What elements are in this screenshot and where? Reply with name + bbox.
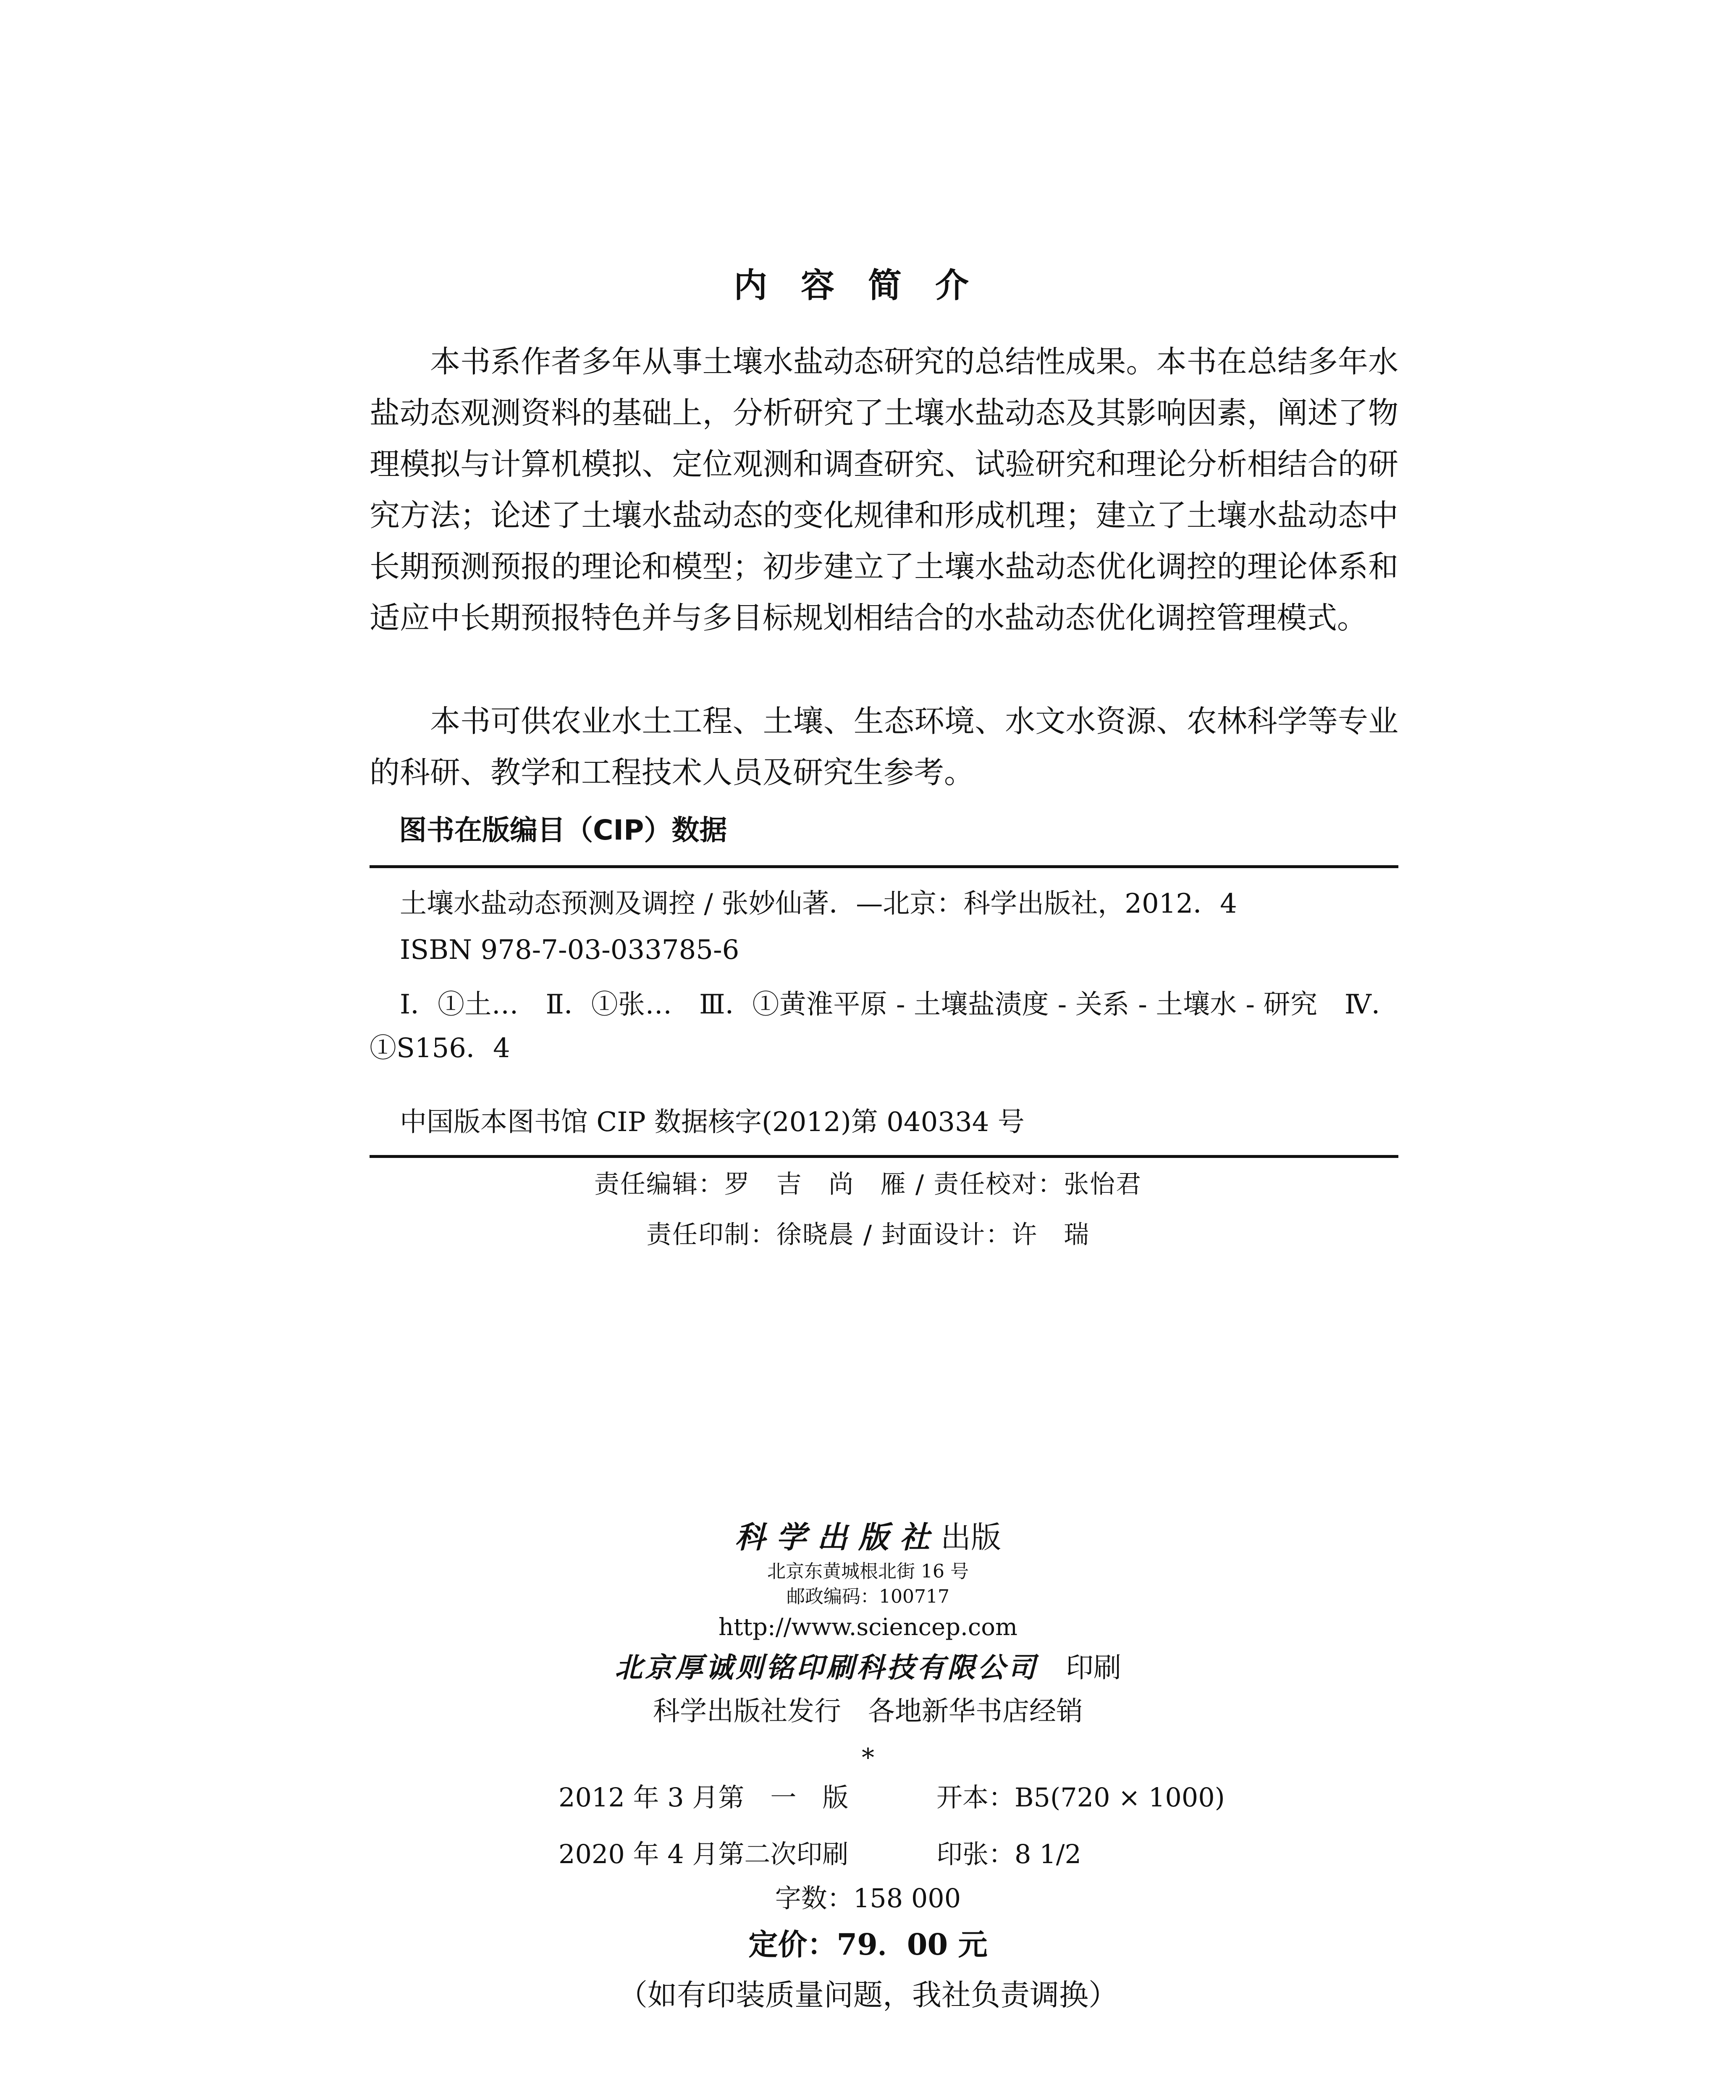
cip-title-line: 土壤水盐动态预测及调控 / 张妙仙著．—北京：科学出版社，2012．4 (400, 888, 1237, 919)
publisher-url: http://www.sciencep.com (718, 1614, 1018, 1641)
cip-bottom-rule (370, 1155, 1398, 1158)
separator-asterisk: * (862, 1743, 874, 1772)
quality-notice: （如有印装质量问题，我社负责调换） (618, 1978, 1118, 2012)
production-credits: 责任印制：徐晓晨 / 封面设计：许 瑞 (646, 1220, 1090, 1250)
cip-heading: 图书在版编目（CIP）数据 (399, 814, 727, 846)
cip-isbn-line: ISBN 978-7-03-033785-6 (400, 934, 740, 966)
cip-classification-line: Ⅰ．①土… Ⅱ．①张… Ⅲ．①黄淮平原 - 土壤盐渍度 - 关系 - 土壤水 - 研究 Ⅳ．①S156．4 (370, 989, 1398, 1064)
book-format: 开本：B5(720 × 1000) (936, 1782, 1225, 1813)
page-title: 内容简介 (734, 266, 1002, 305)
printed-sheets: 印张：8 1/2 (936, 1839, 1081, 1869)
publisher-name: 科学出版社 (734, 1519, 941, 1555)
intro-paragraph-1: 本书系作者多年从事土壤水盐动态研究的总结性成果。本书在总结多年水盐动态观测资料的基础上，分析研究了土壤水盐动态及其影响因素，阐述了物理模拟与计算机模拟、定位观测和调查研究、试验研究和理论分析相结合的研究方法；论述了土壤水盐动态的变化规律和形成机理；建立了土壤水盐动态中长期预测预报的理论和模型；初步建立了土壤水盐动态优化调控的理论体系和适应中长期预报特色并与多目标规划相结合的水盐动态优化调控管理模式。 (370, 344, 1398, 635)
publisher-suffix: 出版 (941, 1520, 1002, 1555)
printer-line (0, 1648, 1736, 1687)
printer-suffix: 印刷 (1066, 1651, 1121, 1684)
intro-paragraph-2: 本书可供农业水土工程、土壤、生态环境、水文水资源、农林科学等专业的科研、教学和工程技术人员及研究生参考。 (370, 704, 1398, 790)
editor-credits: 责任编辑：罗 吉 尚 雁 / 责任校对：张怡君 (594, 1170, 1142, 1199)
distribution-line: 科学出版社发行 各地新华书店经销 (653, 1696, 1083, 1727)
word-count: 字数：158 000 (775, 1883, 961, 1914)
edition-date: 2012 年 3 月第 一 版 (559, 1782, 849, 1813)
printer-name: 北京厚诚则铭印刷科技有限公司 (615, 1651, 1038, 1684)
price: 定价：79．00 元 (748, 1927, 988, 1962)
cip-top-rule (370, 865, 1398, 868)
publisher-address: 北京东黄城根北街 16 号 (767, 1561, 969, 1582)
publisher-postcode: 邮政编码：100717 (787, 1586, 949, 1607)
printing-date: 2020 年 4 月第二次印刷 (559, 1839, 849, 1869)
cip-record-number: 中国版本图书馆 CIP 数据核字(2012)第 040334 号 (400, 1107, 1025, 1138)
publisher-line (0, 1516, 1736, 1558)
